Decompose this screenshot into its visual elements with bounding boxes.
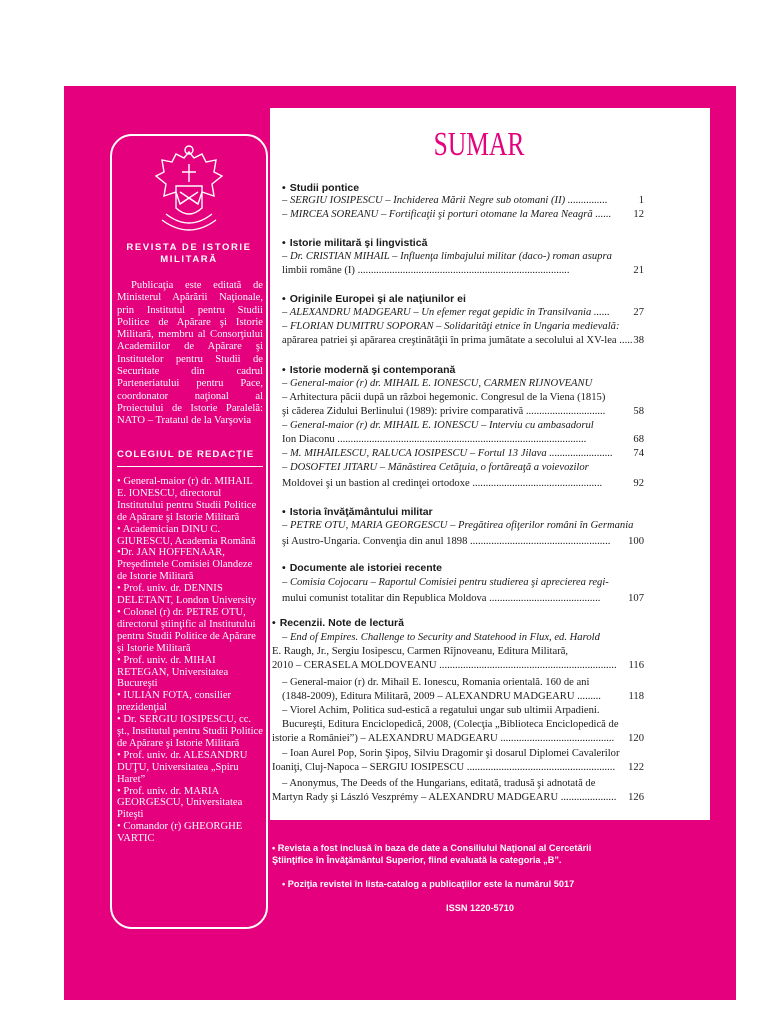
page-number: 107 (628, 593, 644, 604)
list-item: • Academician DINU C. GIURESCU, Academia Română (117, 523, 256, 547)
list-item: • Prof. univ. dr. MARIA GEORGESCU, Universitatea Piteşti (117, 785, 243, 821)
toc-entry: (1848-2009), Editura Militară, 2009 – ALEXANDRU MADGEARU ......... (282, 691, 601, 702)
toc-entry: istorie a României”) – ALEXANDRU MADGEARU ........................................... (272, 733, 615, 744)
section-heading: • Istoria învăţământului militar (282, 506, 433, 518)
page-number: 27 (633, 307, 644, 318)
page-number: 38 (633, 335, 644, 346)
list-item: • General-maior (r) dr. MIHAIL E. IONESCU, directorul Institutului pentru Studii Politice de Apărare şi Istorie Militară (117, 476, 257, 523)
section-heading: • Recenzii. Note de lectură (272, 617, 404, 629)
toc-entry: – Anonymus, The Deeds of the Hungarians, editată, tradusă şi adnotată de (282, 778, 596, 789)
toc-entry: 2010 – CERASELA MOLDOVEANU ................................................................... (272, 660, 617, 671)
list-item: •Dr. JAN HOFFENAAR, Preşedintele Comisiei Olandeze de Istorie Militară (117, 547, 253, 583)
page-number: 12 (633, 209, 644, 220)
toc-entry: – General-maior (r) dr. Mihail E. Ionescu, Romania orientală. 160 de ani (282, 677, 590, 688)
page-number: 122 (628, 762, 644, 773)
toc-entry: şi căderea Zidului Berlinului (1989): privire comparativă .............................. (282, 406, 606, 417)
list-item: • Prof. univ. dr. ALESANDRU DUŢU, Universitatea „Spiru Haret” (117, 749, 248, 785)
page-number: 1 (638, 195, 644, 206)
notice-line: • Revista a fost inclusă în baza de date a Consiliului Naţional al Cercetării (272, 843, 592, 853)
toc-entry: Martyn Rady şi László Veszprémy – ALEXANDRU MADGEARU ..................... (272, 792, 617, 803)
toc-entry: Moldovei şi un bastion al credinţei ortodoxe ................................................. (282, 478, 603, 489)
section-heading: • Documente ale istoriei recente (282, 562, 442, 574)
toc-entry: apărarea patriei şi apărarea creştinătăţii în prima jumătate a secolului al XV-lea ..... (282, 335, 633, 346)
notice-box (270, 826, 710, 922)
toc-entry: limbii române (I) ................................................................................ (282, 265, 570, 276)
intro-text: Publicaţia este editată de Ministerul Apărării Naţionale, prin Institutul pentru Studii Politice de Apărare şi Istorie Militară, membru al Consorţiului Academiilor de Apărare şi Institutelor pentru Studii de Securitate din cadrul Parteneriatului pentru Pace, coordonator naţional al Proiectului de Istorie Paralelă: NATO – Tratatul de la Varşovia (117, 280, 263, 427)
toc-entry: şi Austro-Ungaria. Convenţia din anul 1898 ..................................................... (282, 536, 611, 547)
issn: ISSN 1220-5710 (446, 903, 514, 913)
page-number: 100 (628, 536, 644, 547)
toc-entry: Ion Diaconu .............................................................................................. (282, 434, 587, 445)
toc-entry: – General-maior (r) dr. MIHAIL E. IONESCU, CARMEN RÎJNOVEANU (282, 378, 593, 389)
toc-entry: mului comunist totalitar din Republica Moldova .......................................... (282, 593, 601, 604)
toc-entry: Bucureşti, Editura Enciclopedică, 2008, (Colecţia „Biblioteca Enciclopedică de (282, 719, 619, 730)
section-heading: • Istorie modernă şi contemporană (282, 364, 456, 376)
page-number: 58 (633, 406, 644, 417)
section-heading: • Studii pontice (282, 182, 360, 194)
page-number: 68 (633, 434, 644, 445)
page-number: 120 (628, 733, 644, 744)
section-heading: • Istorie militară şi lingvistică (282, 237, 428, 249)
page-number: 126 (628, 792, 644, 803)
sidebar-panel (110, 134, 268, 929)
toc-entry: E. Raugh, Jr., Sergiu Iosipescu, Carmen Rîjnoveanu, Editura Militară, (272, 646, 569, 657)
list-item: • Comandor (r) GHEORGHE VARTIC (117, 821, 243, 845)
toc-entry: – MIRCEA SOREANU – Fortificaţii şi porturi otomane la Marea Neagră ...... (282, 209, 612, 220)
notice-line: Ştiinţifice în Învăţământul Superior, fiind evaluată la categoria „B”. (272, 855, 562, 865)
journal-title-line1: REVISTA DE ISTORIE (126, 242, 252, 253)
board-heading: COLEGIUL DE REDACŢIE (117, 449, 255, 460)
page-number: 116 (628, 660, 644, 671)
toc-entry: – ALEXANDRU MADGEARU – Un efemer regat gepidic în Transilvania ...... (282, 307, 610, 318)
table-of-contents (270, 108, 710, 820)
toc-entry: – M. MIHĂILESCU, RALUCA IOSIPESCU – Fortul 13 Jilava ........................ (282, 448, 613, 459)
toc-entry: – End of Empires. Challenge to Security and Statehood in Flux, ed. Harold (282, 632, 600, 643)
list-item: • IULIAN FOTA, consilier prezidenţial (117, 690, 232, 714)
divider (117, 466, 263, 467)
section-heading: • Originile Europei şi ale naţiunilor ei (282, 293, 466, 305)
list-item: • Prof. univ. dr. MIHAI RETEGAN, Universitatea Bucureşti (117, 654, 229, 690)
toc-entry: – General-maior (r) dr. MIHAIL E. IONESCU – Interviu cu ambasadorul (282, 420, 594, 431)
toc-entry: – SERGIU IOSIPESCU – Închiderea Mării Negre sub otomani (II) ............... (282, 195, 608, 206)
toc-entry: – Ioan Aurel Pop, Sorin Şipoş, Silviu Dragomir şi dosarul Diplomei Cavalerilor (282, 748, 620, 759)
toc-entry: Ioaniţi, Cluj-Napoca – SERGIU IOSIPESCU ........................................................ (272, 762, 616, 773)
page-number: 92 (633, 478, 644, 489)
toc-entry: – PETRE OTU, MARIA GEORGESCU – Pregătirea ofiţerilor români în Germania (282, 520, 634, 531)
editorial-board-list (117, 476, 263, 845)
list-item: • Prof. univ. dr. DENNIS DELETANT, London University (117, 583, 257, 607)
toc-entry: – Viorel Achim, Politica sud-estică a regatului ungar sub ultimii Arpadieni. (282, 705, 600, 716)
toc-entry: – Arhitectura păcii după un război hegemonic. Congresul de la Viena (1815) (282, 392, 606, 403)
page-number: 21 (633, 265, 644, 276)
list-item: • Colonel (r) dr. PETRE OTU, directorul ştiinţific al Institutului pentru Studii Politice de Apărare şi Istorie Militară (117, 606, 256, 654)
list-item: • Dr. SERGIU IOSIPESCU, cc. şt., Institutul pentru Studii Politice de Apărare şi Istorie Militară (117, 714, 263, 749)
toc-entry: – FLORIAN DUMITRU SOPORAN – Solidarităţi etnice în Ungaria medievală: (282, 321, 620, 332)
coat-of-arms-icon (146, 142, 232, 240)
page-number: 118 (628, 691, 644, 702)
toc-entry: – Comisia Cojocaru – Raportul Comisiei pentru studierea şi aprecierea regi- (282, 577, 609, 588)
notice-line: • Poziţia revistei în lista-catalog a publicaţiilor este la numărul 5017 (282, 879, 575, 889)
toc-entry: – DOSOFTEI JITARU – Mănăstirea Cetăţuia, o fortăreaţă a voievozilor (282, 462, 589, 473)
page-title: SUMAR (433, 126, 525, 163)
page-number: 74 (633, 448, 644, 459)
journal-title-line2: MILITARĂ (160, 254, 218, 265)
toc-entry: – Dr. CRISTIAN MIHAIL – Influenţa limbajului militar (daco-) roman asupra (282, 251, 612, 262)
